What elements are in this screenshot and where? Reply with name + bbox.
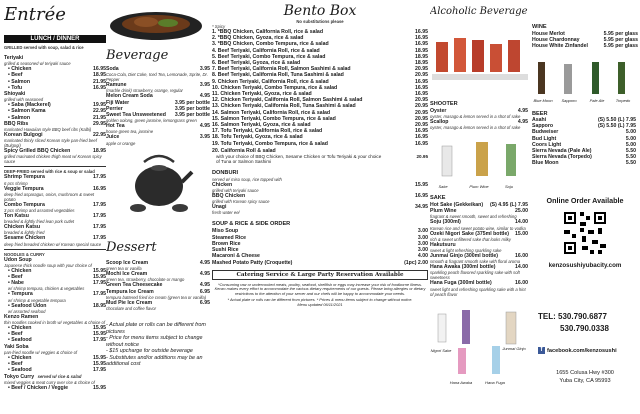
menu-item: Soda 3.95 [106, 66, 210, 72]
label-blue-moon: Blue Moon [533, 98, 553, 103]
bento-item: 4. Beef Teriyaki, California Roll, rice & salad 18.95 [212, 47, 428, 54]
menu-item: • Beef / Chicken / Veggie 15.95 [8, 384, 106, 391]
bento-list [212, 29, 428, 147]
bento-item: 16. Salmon Teriyaki, Gyoza, rice & salad 20.95 [212, 122, 428, 129]
item-description: Coca-Cola, Diet Coke, Iced Tea, Lemonade, Sprite, Dr. Pepper [106, 72, 208, 83]
menu-item: House Chardonnay 5.95 per glass [532, 37, 638, 44]
menu-item: Steamed Rice 3.00 [212, 234, 428, 241]
dessert-list [106, 260, 210, 311]
menu-item: Junmai Ginjo (300ml bottle) 16.00 [430, 253, 528, 260]
bento-item: 14. Salmon Teriyaki, California Roll, rice & salad 20.95 [212, 109, 428, 116]
label-hana-awaka: Hana Awaka [449, 380, 473, 385]
teriyaki-plate-image [106, 2, 206, 42]
menu-item: Miso Soup 3.00 [212, 228, 428, 235]
menu-item: Perrier 3.95 per bottle [106, 105, 210, 112]
bento-item: 7. Beef Teriyaki, California Roll, Salmon Sashimi & salad 20.95 [212, 66, 428, 73]
disclaimer: *Consuming raw or undercooked meats, poultry, seafood, shellfish or eggs may increase your risk of foodborne illness. Kenzo makes every effort to accommodate the various dietary requirements of our guests. Please bring allergies or dietary restrictions to the attention of your server and our chefs will be happy to accommodate your needs. [214, 281, 426, 297]
menu-item: • Salmon Kama 22.95 [8, 108, 106, 115]
menu-item: House Merlot 5.95 per glass [532, 31, 638, 37]
teriyaki-section: Teriyaki grilled & seasoned w/ teriyaki sauce • Chicken 16.95 • Beef 18.95 • Salmon 21.95 • Tofu 16.95 [4, 55, 106, 91]
dessert-note: - Substitutes and/or additions may be an additional cost [106, 354, 203, 367]
online-order-title: Online Order Available [546, 196, 624, 205]
shooter-header: SHOOTER [430, 101, 458, 107]
menu-item: Mochi Ice Cream 4.95 [106, 271, 210, 278]
menu-item: Sierra Nevada (Pale Ale) 5.50 [532, 148, 636, 155]
label-nigori-sake: Nigori Sake [430, 348, 452, 353]
bento-item: 10. Chicken Teriyaki, Combo Tempura, rice & salad 16.95 [212, 84, 428, 91]
bento-item: 19. Tofu Teriyaki, Combo Tempura, rice & salad 16.95 [212, 140, 428, 147]
menu-item: • Salmon 21.95 [8, 78, 106, 85]
bento-column: Bento Box No substitutions please * Spicy 1. *BBQ Chicken, California Roll, rice & salad 16.95 2. *BBQ Chicken, Gyoza, rice & salad 16.95 3. *BBQ Chicken, Combo Tempura, rice & salad 16.95 4. Beef Teriyaki, California Roll, rice & salad 18.95 5. Beef Teriyaki, Combo Tempura, rice & salad 18.95 6. Beef Teriyaki, Gyoza, rice & salad 18.95 7. Beef Teriyaki, California Roll, Salmon Sashimi & salad 20.95 8. Beef Teriyaki, California Roll, Tuna Sashimi & salad 20.95 9. Chicken Teriyaki, California Roll, rice & salad 16.95 10. Chicken Teriyaki, Combo Tempura, rice & salad 16.95 11. Chicken Teriyaki, Gyoza, rice & salad 16.95 12. Chicken Teriyaki, California Roll, Salmon Sashimi & salad 20.95 13. Chicken Teriyaki, California Roll, Tuna Sashimi & salad 20.95 14. Salmon Teriyaki, California Roll, rice & salad 20.95 15. Salmon Teriyaki, Combo Tempura, rice & salad 20.95 16. Salmon Teriyaki, Gyoza, rice & salad 20.95 17. Tofu Teriyaki, California Roll, rice & salad 16.95 18. Tofu Teriyaki, Gyoza, rice & salad 16.95 19. Tofu Teriyaki, Combo Tempura, rice & salad 16.95 20. California Roll & salad with your choice of BBQ Chicken, Sesame Chicken or Tofu Teriyaki & your choice of Tuna or Salmon Sashimi 20.95 DONBURI served w/ miso soup, rice topped with Chicken 15.95 grilled with teriyaki sauce BBQ Chicken 16.95 grilled with Korean spicy sauce Unagi 34.95 fresh water eel SOUP & RICE & SIDE ORDER Miso Soup 3.00 Steamed Rice 3.00 Brown Rice 3.00 Sushi Rice 3.00 Macaroni & Cheese 4.00 Mashed Potato Patty (Croquette) (1pc) 2.00 Catering Service & Large Party Reservation Available *Consuming raw or undercooked meats, poultry, seafood, shellfish or eggs may increase your risk of foodborne illness. Kenzo makes every effort to accommodate the various dietary requirements of our guests. Please bring allergies or dietary restrictions to the attention of your server and our chefs will be happy to accommodate your needs. * Actual plate or rolls can be different from pictures. * Prices & menu items subject to change without notice. Menu updated 06/11/2021 [212, 3, 428, 307]
bento-item: 15. Salmon Teriyaki, Combo Tempura, rice & salad 20.95 [212, 115, 428, 122]
menu-item: Oyster 4.95 [430, 108, 528, 114]
item-description: breaded & lightly fried lean pork cutlet [4, 219, 75, 225]
menu-item: Mashed Potato Patty (Croquette) (1pc) 2.00 [212, 259, 428, 266]
item-description: 6 pcs shrimp [4, 180, 28, 186]
menu-item: Sesame Chicken 17.95 [4, 235, 106, 242]
menu-item: Soju (300ml) 14.00 [430, 219, 528, 226]
bento-item: 6. Beef Teriyaki, Gyoza, rice & salad 18.95 [212, 60, 428, 67]
entree-title: Entrée [4, 4, 66, 25]
menu-item: Plum Wine 25.00 [430, 208, 528, 215]
entree-column: Entrée LUNCH / DINNER GRILLED served with soup, salad & rice Teriyaki grilled & seasoned w/ teriyaki sauce • Chicken 16.95 • Beef 18.95 • Salmon 21.95 • Tofu 16.95 Shioyaki grilled with seasoned • Saba (Mackerel) 19.95 • Salmon Kama 22.95 • Salmon 21.95 BBQ Ribs 29.95 marinated Hawaiian style BBQ beef ribs (Kalbi) Korean Bulgogi 22.95 marinated thinly sliced Korean style pan-fried beef (Bulgogi) Spicy Grilled BBQ Chicken 18.95 grilled marinated chicken thigh meat w/ Korean spicy sauce DEEP-FRIED served with rice & soup or salad Shrimp Tempura 17.95 6 pcs shrimp Veggie Tempura 16.95 deep fried asparagus, onion, mushroom & sweet potato Combo Tempura 17.95 3 pcs shrimp and assorted vegetables Ton Katsu 17.95 breaded & lightly fried lean pork cutlet Chicken Katsu 17.95 breaded & lightly fried Sesame Chicken 17.95 deep fried breaded chicken w/ Korean special sauce NOODLES & CURRY Udon Soup Japanese thick noodle soup with your choice of • Chicken 15.95 • Beef 15.95 • Nabe 17.95 w/ shrimp tempura, chicken & vegetables • Tempura 17.95 w/ shrimp & vegetable tempura • Seafood Udon 18.95 w/ assorted seafood Kenzo Ramen thin noodles cooked in broth w/ vegetables & choice of • Chicken 15.95 • Beef 15.95 • Seafood 17.95 Yaki Soba pan-fried noodle w/ veggies & choice of • Chicken 15.95 • Beef 15.95 • Seafood 17.95 Tokyo Curry served w/ rice & salad mixed veggies & meat curry over rice & choice of • Beef / Chicken / Veggie 15.95 [4, 4, 106, 391]
menu-item: • Chicken 15.95 [8, 267, 106, 274]
bento-item: 2. *BBQ Chicken, Gyoza, rice & salad 16.95 [212, 35, 428, 42]
dessert-note: - $15 upcharge for outside beverage [106, 348, 193, 354]
bento-subtitle: No substitutions please [296, 19, 344, 24]
menu-item: • Nabe 17.95 [8, 280, 106, 287]
item-description: w/ shrimp tempura, chicken & vegetables [8, 286, 85, 292]
item-description: grilled with teriyaki sauce [212, 188, 259, 194]
bento-title: Bento Box [283, 3, 357, 19]
item-description: w/ shrimp & vegetable tempura [8, 297, 66, 303]
item-description: green tea, strawberry, chocolate or mango [106, 277, 185, 283]
bento-item: 3. *BBQ Chicken, Combo Tempura, rice & salad 16.95 [212, 41, 428, 48]
sides-list [212, 228, 428, 265]
soup-header: SOUP & RICE & SIDE ORDER [212, 221, 291, 228]
item-description: Korean rice and sweet potato wine, similar to vodka [430, 225, 526, 231]
bento-item: 9. Chicken Teriyaki, California Roll, rice & salad 16.95 [212, 78, 428, 85]
deep-fried-list [4, 174, 106, 246]
menu-item: Sierra Nevada (Torpedo) 5.50 [532, 154, 636, 161]
label-junmai-ginjo: Junmai Ginjo [502, 346, 526, 351]
menu-item: • Saba (Mackerel) 19.95 [8, 102, 106, 109]
menu-item: Asahi (S) 5.50 (L) 7.95 [532, 117, 636, 123]
bento-item: 17. Tofu Teriyaki, California Roll, rice & salad 16.95 [212, 128, 428, 135]
menu-item: Juice 3.95 [106, 134, 210, 141]
item-description: deep fried asparagus, onion, mushroom & sweet potato [4, 191, 95, 202]
item-description: oyster, masago & lemon served in a shot of sake [430, 114, 521, 120]
item-description: 3 pcs shrimp and assorted vegetables [4, 208, 75, 214]
menu-item: • Seafood 17.95 [8, 337, 106, 344]
sake-bottles-image [438, 140, 524, 182]
item-description: chocolate and coffee flavor [106, 306, 157, 312]
menu-item: Bud Light 5.00 [532, 135, 636, 142]
teapot-image [124, 150, 194, 214]
menu-item: Hana Fuga (300ml bottle) 16.00 [430, 280, 528, 287]
phone-1[interactable]: TEL: 530.790.6877 [538, 312, 607, 321]
item-description: apple or orange [106, 140, 136, 146]
shioyaki-section: Shioyaki grilled with seasoned • Saba (Mackerel) 19.95 • Salmon Kama 22.95 • Salmon 21.95 [4, 91, 106, 121]
item-description: sweet light and refreshing sparkling sake with a hint of peach flavor [430, 286, 526, 297]
beer-bottles-image [532, 58, 636, 98]
item-description: rich & sweet unfiltered sake that looks milky [430, 236, 511, 242]
qr-code-image[interactable] [562, 210, 608, 256]
address-line-2: Yuba City, CA 95993 [559, 378, 611, 384]
menu-item: Sapporo (S) 5.50 (L) 7.95 [532, 123, 636, 130]
phone-2[interactable]: 530.790.0338 [560, 324, 609, 333]
item-description: house green tea, jasmine [106, 129, 154, 135]
beverage-title: Beverage [106, 48, 169, 63]
menu-item: BBQ Chicken 16.95 [212, 193, 428, 200]
menu-item: Ramune 3.95 [106, 82, 210, 89]
wine-header: WINE [532, 24, 547, 30]
menu-item: • Chicken 15.95 [8, 354, 106, 361]
beer-list [532, 117, 636, 167]
label-sake: Sake [438, 184, 448, 189]
item-description: grilled with Korean spicy sauce [212, 199, 270, 205]
bento-item: 13. Chicken Teriyaki, California Roll, Tuna Sashimi & salad 20.95 [212, 103, 428, 110]
menu-item: • Tempura 17.95 [8, 291, 106, 298]
item-description: breaded & lightly fried [4, 230, 45, 236]
menu-item: Tempura Ice Cream 6.95 [106, 288, 210, 295]
item-description: (marble drink) strawberry, orange, regular [106, 88, 183, 94]
menu-item: Sweet Tea Unsweetened 3.95 per bottle [106, 112, 210, 119]
menu-item: Scallop 4.95 [430, 119, 528, 126]
menu-item: • Beef 18.95 [8, 72, 106, 79]
sake-header: SAKE [430, 195, 446, 201]
wine-list [532, 31, 638, 50]
dessert-notes [106, 322, 210, 368]
address-line-1: 1655 Colusa Hwy #300 [556, 370, 614, 376]
menu-item: Fiji Water 3.95 per bottle [106, 99, 210, 106]
lunch-dinner-banner: LUNCH / DINNER [4, 35, 106, 43]
menu-item: Brown Rice 3.00 [212, 240, 428, 247]
menu-item: • Salmon 21.95 [8, 114, 106, 121]
menu-item: Scoop Ice Cream 4.95 [106, 260, 210, 266]
grilled-header: GRILLED served with soup, salad & rice [4, 45, 84, 50]
bento-item: 5. Beef Teriyaki, Combo Tempura, rice & salad 18.95 [212, 53, 428, 60]
menu-item: • Beef 15.95 [8, 274, 106, 281]
item-description: oyster, masago & lemon served in a shot of sake [430, 125, 521, 131]
alcoholic-column [430, 0, 530, 414]
beer-header: BEER [532, 111, 548, 117]
item-description: fragrant & sweet smooth, sweet and refreshing [430, 214, 517, 220]
menu-item: • Chicken 16.95 [8, 66, 106, 73]
bento-item: 8. Beef Teriyaki, California Roll, Tuna Sashimi & salad 20.95 [212, 72, 428, 79]
menu-item: Hot Sake (Gekkeikan) (S) 4.95 (L) 7.95 [430, 202, 528, 208]
menu-item: Macaroni & Cheese 4.00 [212, 253, 428, 260]
item-description: smooth & fragrant smooth sake with floral aroma [430, 259, 521, 265]
catering-box: Catering Service & Large Party Reservation Available [212, 270, 428, 280]
label-plum-wine: Plum Wine [469, 184, 489, 189]
facebook-link[interactable]: facebook.com/kenzosushi [547, 347, 617, 354]
menu-item: Hot Tea 4.95 [106, 123, 210, 130]
menu-item: Budweiser 5.00 [532, 129, 636, 136]
menu-updated: Menu updated 06/11/2021 [297, 301, 343, 307]
alcoholic-title: Alcoholic Beverage [430, 6, 528, 17]
bento-item: 11. Chicken Teriyaki, Gyoza, rice & salad 16.95 [212, 91, 428, 98]
item-description: sparkling peach flavored sparkling sake with soft sweetness [430, 270, 520, 281]
item-description: w/ assorted seafood [8, 308, 46, 314]
label-torpedo: Torpedo [615, 98, 631, 103]
deep-fried-header: DEEP-FRIED served with rice & soup or salad [4, 169, 95, 175]
shooter-glasses-image [432, 28, 528, 90]
bento-item-20: 20. California Roll & salad [212, 147, 276, 154]
menu-item: Hana Awaka (300ml bottle) 14.00 [430, 264, 528, 271]
noodles-header: NOODLES & CURRY [4, 251, 45, 257]
menu-item: Ton Katsu 17.95 [4, 213, 106, 220]
shooter-list [430, 108, 528, 130]
menu-item: Sushi Rice 3.00 [212, 247, 428, 254]
menu-item: Hakutsuru [430, 241, 456, 248]
beverage-list [106, 66, 210, 146]
menu-item: Shrimp Tempura 17.95 [4, 174, 106, 181]
korean-bulgogi: Korean Bulgogi 22.95 [4, 132, 106, 139]
facebook-icon: f [538, 347, 545, 354]
website-link[interactable]: kenzosushiyubacity.com [548, 262, 622, 269]
bento-item: 18. Tofu Teriyaki, Gyoza, rice & salad 16.95 [212, 134, 428, 141]
bento-item: 1. *BBQ Chicken, California Roll, rice & salad 16.95 [212, 29, 428, 35]
menu-item: Melon Cream Soda 4.95 [106, 93, 210, 100]
label-hana-fuga: Hana Fuga [485, 380, 505, 385]
label-pale-ale: Pale Ale [589, 98, 605, 103]
label-sapporo: Sapporo [561, 98, 577, 103]
disclaimer-2: * Actual plate or rolls can be different from pictures. * Prices & menu items subject to change without notice. [227, 296, 413, 302]
menu-item: Green Tea Cheesecake 4.95 [106, 282, 210, 289]
menu-item: House White Zinfandel 5.95 per glass [532, 43, 638, 50]
dessert-title: Dessert [106, 240, 157, 255]
menu-item: • Chicken 15.95 [8, 325, 106, 332]
dessert-note: - Actual plate or rolls can be different from pictures [106, 322, 206, 335]
sake-list [430, 202, 528, 297]
bento-item: 12. Chicken Teriyaki, California Roll, Salmon Sashimi & salad 20.95 [212, 97, 428, 104]
menu-item: Blue Moon 5.50 [532, 160, 636, 167]
menu-item: • Seafood 17.95 [8, 367, 106, 374]
menu-item: Veggie Tempura 16.95 [4, 185, 106, 192]
donburi-header: DONBURI [212, 169, 239, 176]
menu-item: • Beef 15.95 [8, 331, 106, 338]
beverage-dessert-column [106, 0, 210, 414]
dessert-note: - Price for menu items subject to change without notice [106, 335, 203, 348]
item-description: sweet & light refreshing sparkling sake [430, 248, 502, 254]
label-soju: Soju [504, 184, 513, 189]
menu-item: Chicken 15.95 [212, 181, 428, 188]
item-description: deep fried breaded chicken w/ Korean special sauce [4, 241, 102, 247]
item-description: tempura battered fried ice cream (green tea or vanilla) [106, 294, 207, 300]
menu-item: Chicken Katsu 17.95 [4, 224, 106, 231]
menu-item: • Tofu 16.95 [8, 84, 106, 91]
wine-beer-column [532, 0, 638, 414]
menu-item: Unagi 34.95 [212, 204, 428, 211]
item-description: green tea or vanilla [106, 266, 142, 272]
item-description: fresh water eel [212, 210, 240, 216]
bbq-ribs: BBQ Ribs 29.95 [4, 120, 106, 127]
item-description: golden oolong, green jasmine, lemongrass green [106, 118, 197, 124]
spicy-bbq-chicken: Spicy Grilled BBQ Chicken 18.95 [4, 148, 106, 155]
menu-item: Ozeki Nigori Sake (375ml bottle) 15.00 [430, 230, 528, 237]
facebook-row[interactable] [538, 347, 617, 354]
donburi-list [212, 182, 428, 216]
spicy-note: * Spicy [212, 24, 226, 29]
menu-item: • Beef 15.95 [8, 361, 106, 368]
menu-item: Mud Pie Ice Cream 6.95 [106, 299, 210, 306]
menu-item: Combo Tempura 17.95 [4, 201, 106, 208]
menu-item: Coors Light 5.00 [532, 141, 636, 148]
sake-bottles-bottom-image [432, 306, 528, 380]
menu-item: • Seafood Udon 18.95 [8, 302, 106, 309]
